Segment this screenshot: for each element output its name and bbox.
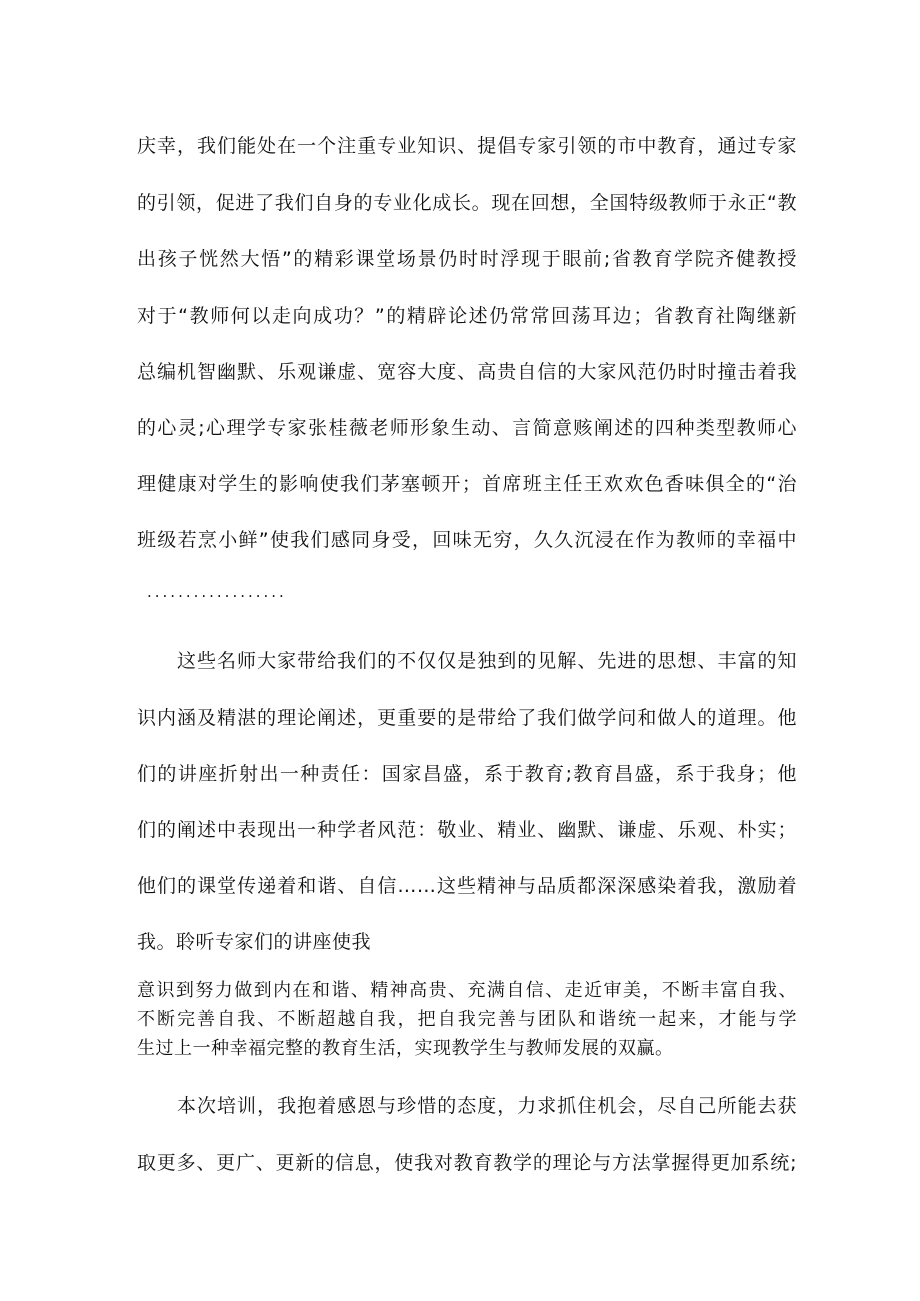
paragraph-1-line-5: 总编机智幽默、乐观谦虚、宽容大度、高贵自信的大家风范仍时时撞击着我 (137, 361, 797, 383)
paragraph-1-ellipsis: .................. (147, 583, 287, 601)
paragraph-1-line-7: 理健康对学生的影响使我们茅塞顿开；首席班主任王欢欢色香味俱全的“治 (137, 473, 797, 495)
paragraph-3-line-1: 意识到努力做到内在和谐、精神高贵、充满自信、走近审美，不断丰富自我、 (137, 980, 797, 1001)
paragraph-2-line-6: 我。聆听专家们的讲座使我 (137, 931, 372, 953)
paragraph-2-line-1: 这些名师大家带给我们的不仅仅是独到的见解、先进的思想、丰富的知 (177, 650, 797, 672)
paragraph-1-line-4: 对于“教师何以走向成功？”的精辟论述仍常常回荡耳边；省教育社陶继新 (137, 305, 797, 327)
paragraph-4-line-2: 取更多、更广、更新的信息，使我对教育教学的理论与方法掌握得更加系统; (137, 1152, 797, 1174)
paragraph-2-line-5: 他们的课堂传递着和谐、自信……这些精神与品质都深深感染着我，激励着 (137, 875, 797, 897)
paragraph-1-line-6: 的心灵;心理学专家张桂薇老师形象生动、言简意赅阐述的四种类型教师心 (137, 417, 797, 439)
paragraph-4-line-1: 本次培训，我抱着感恩与珍惜的态度，力求抓住机会，尽自己所能去获 (177, 1095, 797, 1117)
paragraph-3-line-2: 不断完善自我、不断超越自我，把自我完善与团队和谐统一起来，才能与学 (137, 1009, 797, 1030)
paragraph-2-line-4: 们的阐述中表现出一种学者风范：敬业、精业、幽默、谦虚、乐观、朴实； (137, 819, 797, 841)
paragraph-2-line-2: 识内涵及精湛的理论阐述，更重要的是带给了我们做学问和做人的道理。他 (137, 707, 797, 729)
paragraph-3-line-3: 生过上一种幸福完整的教育生活，实现教学生与教师发展的双赢。 (137, 1038, 674, 1059)
paragraph-1-line-2: 的引领，促进了我们自身的专业化成长。现在回想，全国特级教师于永正“教 (137, 192, 797, 214)
paragraph-2-line-3: 们的讲座折射出一种责任：国家昌盛，系于教育;教育昌盛，系于我身；他 (137, 763, 797, 785)
paragraph-1-line-1: 庆幸，我们能处在一个注重专业知识、提倡专家引领的市中教育，通过专家 (137, 135, 797, 157)
paragraph-1-line-3: 出孩子恍然大悟”的精彩课堂场景仍时时浮现于眼前;省教育学院齐健教授 (137, 248, 797, 270)
paragraph-1-line-8: 班级若烹小鲜”使我们感同身受，回味无穷，久久沉浸在作为教师的幸福中 (137, 529, 797, 551)
